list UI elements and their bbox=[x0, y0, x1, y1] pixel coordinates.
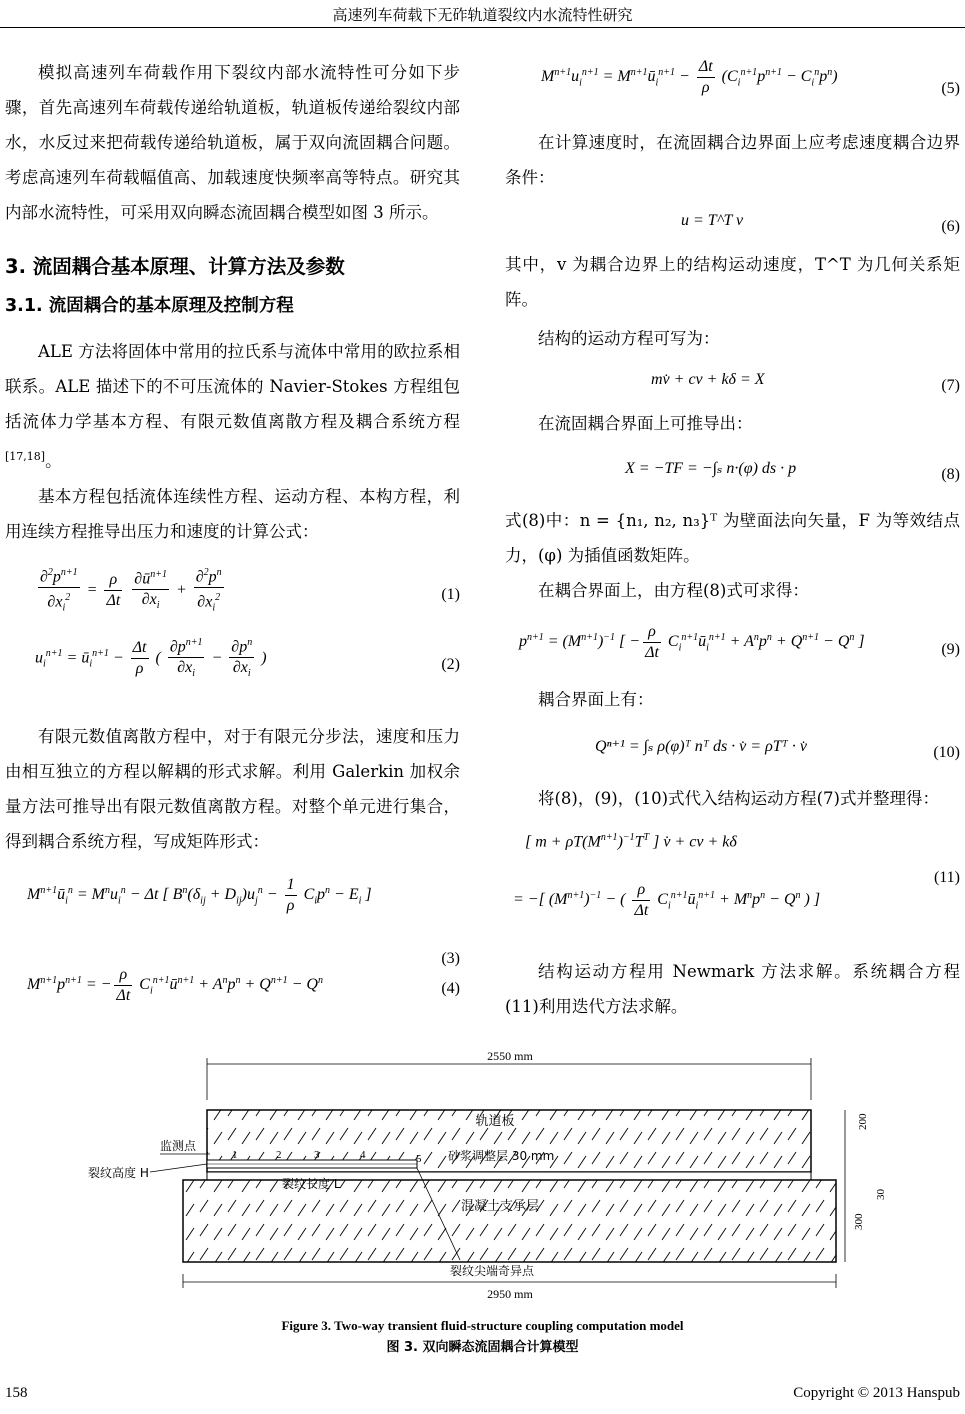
paragraph: 模拟高速列车荷载作用下裂纹内部水流特性可分如下步骤，首先高速列车荷载传递给轨道板，轨道板传递给裂纹内部水，水反过来把荷载传递给轨道板，属于双向流固耦合问题。考虑高速列车荷载幅值高、加载速度快频率高等特点。研究其内部水流特性，可采用双向瞬态流固耦合模型如图 3 所示。 bbox=[5, 63, 460, 222]
monitor-point-4: 4 bbox=[360, 1149, 366, 1161]
equation-9: $p^{n+1} = (M^{n+1})^{-1}$ [ − $\frac{\rho}{\Delta t}$ $C_i^{n+1}ū_i^{n+1} + A^np^n + Q^{n+1} - Q^n$ ] (9) bbox=[519, 623, 960, 661]
monitor-label: 监测点 bbox=[160, 1139, 197, 1153]
monitor-point-3: 3 bbox=[314, 1149, 320, 1161]
paragraph: 在计算速度时，在流固耦合边界面上应考虑速度耦合边界条件： bbox=[505, 133, 960, 187]
paragraph: 其中，v 为耦合边界上的结构运动速度，T^T 为几何关系矩阵。 bbox=[505, 255, 960, 309]
paragraph: 结构的运动方程可写为： bbox=[538, 329, 720, 348]
crack-length-label: 裂纹长度 L bbox=[282, 1177, 341, 1191]
paragraph: 结构运动方程用 Newmark 方法求解。系统耦合方程(11)利用迭代方法求解。 bbox=[505, 962, 960, 1016]
left-column bbox=[5, 55, 460, 1021]
paragraph: 在流固耦合界面上可推导出： bbox=[538, 414, 753, 433]
track-slab-label: 轨道板 bbox=[475, 1114, 515, 1129]
monitor-point-5: 5 bbox=[416, 1153, 422, 1165]
equation-10: Qⁿ⁺¹ = ∫ₛ ρ(φ)ᵀ nᵀ ds · v̇ = ρTᵀ · v̇ (10) bbox=[595, 738, 960, 761]
monitor-point-1: 1 bbox=[232, 1149, 238, 1161]
paragraph: ALE 方法将固体中常用的拉氏系与流体中常用的欧拉系相联系。ALE 描述下的不可压流体的 Navier-Stokes 方程组包括流体力学基本方程、有限元数值离散方程及耦合系统方程[17,18]。 bbox=[5, 342, 460, 471]
equation-6: u = T^T v (6) bbox=[681, 212, 960, 235]
copyright: Copyright © 2013 Hanspub bbox=[793, 1385, 960, 1401]
running-header: 高速列车荷载下无砟轨道裂纹内水流特性研究 bbox=[332, 6, 633, 24]
section-heading: 3. 流固耦合基本原理、计算方法及参数 bbox=[5, 255, 345, 278]
paragraph: 式(8)中：n = {n₁, n₂, n₃}ᵀ 为壁面法向矢量，F 为等效结点力，(φ) 为插值函数矩阵。 bbox=[505, 511, 960, 565]
equation-5: $M^{n+1}u_i^{n+1}$ = $M^{n+1}ū_i^{n+1}$ − $\frac{\Delta t}{\rho}$ $(C_i^{n+1}p^{n+1} - C_i^np^n)$ (5) bbox=[541, 58, 960, 97]
equation-4: $M^{n+1}p^{n+1}$ = − $\frac{\rho}{\Delta t}$ $C_i^{n+1}ū^{n+1} + A^np^n + Q^{n+1} - Q^n$ (4) bbox=[27, 965, 460, 1004]
citation: [17,18] bbox=[5, 450, 46, 463]
equation-3: $M^{n+1}ū_i^n = M^nu_i^n - \Delta t$ [ $B^n(\delta_{ij} + D_{ij})u_j^n$ − $\frac{1}{\rho}$ $C_ip^n - E_i$ ] (3) bbox=[27, 875, 460, 967]
figure-caption-zh: 图 3. 双向瞬态流固耦合计算模型 bbox=[386, 1340, 579, 1355]
dim-30-label: 30 bbox=[875, 1189, 887, 1200]
paragraph: 有限元数值离散方程中，对于有限元分步法，速度和压力由相互独立的方程以解耦的形式求解。利用 Galerkin 加权余量方法可推导出有限元数值离散方程。对整个单元进行集合，得到耦合系统方程，写成矩阵形式： bbox=[5, 726, 460, 851]
paragraph: 基本方程包括流体连续性方程、运动方程、本构方程，利用连续方程推导出压力和速度的计算公式： bbox=[5, 486, 460, 541]
dim-300-label: 300 bbox=[853, 1213, 865, 1230]
paragraph: 在耦合界面上，由方程(8)式可求得： bbox=[538, 581, 809, 600]
subsection-heading: 3.1. 流固耦合的基本原理及控制方程 bbox=[5, 296, 294, 316]
equation-2: $u_i^{n+1}$ = $ū_i^{n+1}$ − $\frac{\Delta t}{\rho}$ ( $\frac{\partial p^{n+1}}{\partial x_i}$ − $\frac{\partial p^n}{\partial x_i}$ ) (2) bbox=[5, 633, 460, 705]
concrete-base bbox=[183, 1180, 836, 1262]
coupling-model-diagram bbox=[0, 1050, 965, 1310]
equation-7: mv̇ + cv + kδ = X (7) bbox=[651, 371, 960, 394]
crack-height-label: 裂纹高度 H bbox=[88, 1166, 149, 1180]
header-rule bbox=[0, 27, 965, 28]
paragraph: 将(8)，(9)，(10)式代入结构运动方程(7)式并整理得： bbox=[538, 789, 939, 808]
dim-top-label: 2550 mm bbox=[487, 1050, 533, 1063]
paragraph: 耦合界面上有： bbox=[538, 690, 654, 709]
equation-11: [ $m + \rho T(M^{n+1})^{-1}T^T$ ] v̇ + cv + kδ = −[ $(M^{n+1})^{-1}$ − ( $\frac{\rho}{\Delta t}$ $C_i^{n+1}ū_i^{n+1} + M^np^n - Q^n$ ) ] (11) bbox=[513, 832, 960, 919]
mortar-label: 砂浆调整层 30 mm bbox=[448, 1149, 555, 1163]
dim-bottom-label: 2950 mm bbox=[487, 1287, 533, 1301]
equation-8: X = −TF = −∫ₛ n·(φ) ds · p (8) bbox=[625, 460, 960, 483]
monitor-point-2: 2 bbox=[276, 1149, 282, 1161]
page-number: 158 bbox=[5, 1385, 28, 1401]
right-column bbox=[505, 55, 960, 1024]
crack-tip-label: 裂纹尖端奇异点 bbox=[450, 1264, 535, 1278]
concrete-label: 混凝土支承层 bbox=[460, 1199, 540, 1214]
dim-200-label: 200 bbox=[857, 1113, 869, 1130]
equation-1: $\frac{\partial^2p^{n+1}}{\partial x_i^2}$ = $\frac{\rho}{\Delta t}$ $\frac{\partial ū^{n+1}}{\partial x_i}$ + $\frac{\partial^2p^n}{\partial x_i^2}$ (1) bbox=[5, 563, 460, 627]
figure-3 bbox=[0, 1050, 965, 1310]
figure-caption-en: Figure 3. Two-way transient fluid-structure coupling computation model bbox=[281, 1318, 684, 1333]
